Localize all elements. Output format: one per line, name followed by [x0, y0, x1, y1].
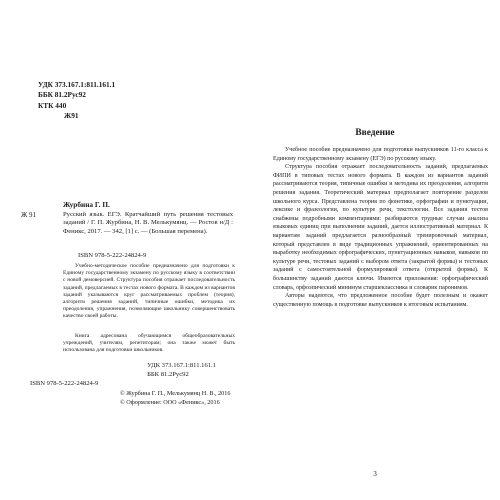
copyright-block	[120, 389, 230, 408]
intro-paragraph: Учебное пособие предназначено для подготовки выпускников 11-го класса к Единому государственному экзамену (ЕГЭ) по русскому языку.	[273, 147, 488, 162]
bbk-code: ББК 81.2Рус92	[38, 90, 86, 100]
footer-udc: УДК 373.167.1:811.161.1	[147, 362, 216, 369]
bibliographic-description: Русский язык. ЕГЭ. Кратчайший путь решения тестовых заданий / Г. П. Журбина, Н. В. Мелькумянц. — Ростов н/Д : Феникс, 2017. — 342, [1] с. — (Большая перемена).	[63, 210, 233, 235]
annotation-paragraph: Учебно-методическое пособие предназначено для подготовки к Единому государственному экзамену по русскому языку в соответствии с новой демоверсией. Структура пособия отражает последовательность заданий, предлагаемых в тестах нового формата. В каждом из вариантов заданий указываются круг рассматриваемых проблем (теория), алгоритм решения заданий, типичные ошибки, методика их преодоления, упражнения, позволяющие школьнику совершенствовать качество своей работы.	[63, 263, 235, 320]
author-heading: Журбина Г. П.	[63, 200, 110, 209]
intro-paragraph: Авторы надеются, что предложенное пособие будет полезным и окажет существенную помощь в подготовке выпускников к итоговым испытаниям.	[273, 293, 488, 308]
shelf-mark: Ж 91	[21, 211, 37, 219]
audience-paragraph: Книга адресована обучающимся общеобразовательных учреждений, учителям, репетиторам; она также может быть использована для подготовки школьников.	[63, 333, 235, 354]
footer-bbk: ББК 81.2Рус92	[147, 370, 189, 378]
copyright-authors: © Журбина Г. П., Мелькумянц Н. В., 2016	[120, 390, 231, 397]
footer-classification	[147, 362, 216, 379]
ktk-code: КТК 440	[38, 100, 67, 110]
imprint-page	[0, 0, 240, 500]
page-heading: Введение	[355, 128, 395, 138]
copyright-design: © Оформление: ООО «Феникс», 2016	[120, 399, 220, 407]
author-mark: Ж91	[64, 111, 79, 121]
isbn: ISBN 978-5-222-24824-9	[78, 252, 147, 259]
introduction-page	[250, 0, 500, 500]
footer-isbn: ISBN 978-5-222-24824-9	[30, 380, 99, 387]
classification-codes	[38, 80, 115, 122]
page-number: 3	[373, 470, 377, 478]
udc-code: УДК 373.167.1:811.161.1	[38, 80, 116, 89]
intro-paragraph: Структура пособия отражает последовательность заданий, предлагаемых ФИПИ в типовых тестах нового формата. В каждом из вариантов заданий рассматриваются теория, типичные ошибки и методика их преодоления, алгоритм решения задания. Теоретический материал предполагает повторение разделов школьного курса. Представлена теория по фонетике, орфографии и пунктуации, лексике и фразеологии, по культуре речи, текстологии. Все задания тестов снабжены подробными комментариями: разбираются трудные случаи анализа языковых единиц при выполнении заданий, дается иллюстративный материал. К вариантам заданий предлагается разнообразный тренировочный материал, который представлен в виде традиционных упражнений, ориентированных на выработку необходимых орфографических, пунктуационных навыков, навыков по культуре речи, тестовых заданий с выбором ответа (закрытой формы) и тестовых заданий с самостоятельной формулировкой ответа (открытой формы). К большинству заданий даются ключи. Имеются приложения: орфографический словарь, орфоэпический минимум старшеклассника и словарик паронимов.	[273, 164, 488, 291]
introduction-text	[273, 146, 488, 309]
